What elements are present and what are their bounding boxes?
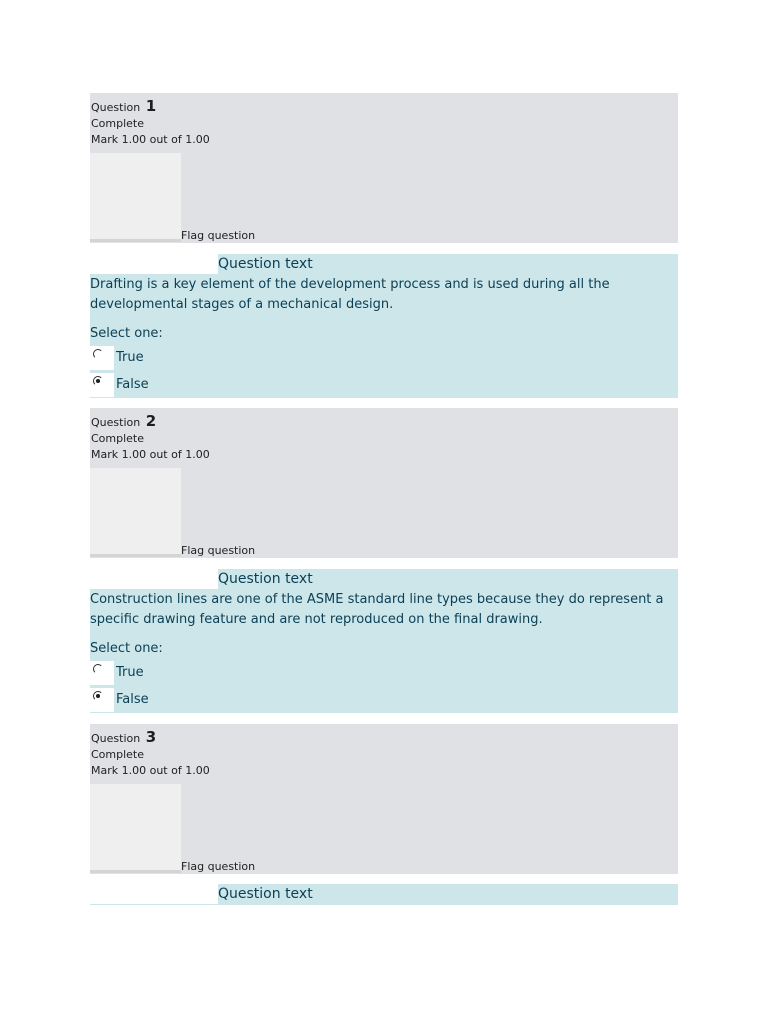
option-label[interactable]: False — [116, 692, 149, 707]
question-content-3 — [90, 884, 678, 905]
radio-button[interactable] — [90, 373, 114, 397]
question-label — [91, 728, 156, 746]
header-gap — [90, 569, 218, 589]
question-info-1 — [90, 93, 678, 243]
question-content-2 — [90, 569, 678, 713]
flag-area — [90, 468, 181, 557]
radio-unchecked-icon — [93, 664, 103, 674]
option-label[interactable]: False — [116, 377, 149, 392]
flag-area — [90, 784, 181, 873]
option-label[interactable]: True — [116, 665, 144, 680]
divider — [90, 870, 181, 873]
question-state: Complete — [91, 748, 145, 761]
option-false[interactable] — [90, 373, 210, 397]
question-text: Drafting is a key element of the development process and is used during all the developmental stages of a mechanical design. — [90, 277, 610, 312]
flag-question-link[interactable]: Flag question — [181, 229, 256, 242]
question-state: Complete — [91, 117, 145, 130]
question-text-heading: Question text — [218, 886, 313, 902]
radio-unchecked-icon — [93, 349, 103, 359]
option-false[interactable] — [90, 688, 210, 712]
question-info-3 — [90, 724, 678, 874]
radio-checked-icon — [93, 691, 103, 701]
flag-question-link[interactable]: Flag question — [181, 860, 256, 873]
divider — [90, 239, 181, 242]
select-one-prompt: Select one: — [90, 326, 163, 341]
question-content-1 — [90, 254, 678, 398]
radio-button[interactable] — [90, 346, 114, 370]
radio-button[interactable] — [90, 688, 114, 712]
flag-area — [90, 153, 181, 242]
option-label[interactable]: True — [116, 350, 144, 365]
question-word: Question — [91, 416, 141, 429]
question-word: Question — [91, 101, 141, 114]
radio-checked-icon — [93, 376, 103, 386]
question-grade: Mark 1.00 out of 1.00 — [91, 448, 210, 461]
header-gap — [90, 254, 218, 274]
radio-button[interactable] — [90, 661, 114, 685]
question-info-2 — [90, 408, 678, 558]
question-label — [91, 412, 156, 430]
header-gap — [90, 884, 218, 904]
flag-question-link[interactable]: Flag question — [181, 544, 256, 557]
option-true[interactable] — [90, 346, 210, 370]
question-number: 2 — [145, 412, 157, 430]
question-state: Complete — [91, 432, 145, 445]
question-grade: Mark 1.00 out of 1.00 — [91, 764, 210, 777]
question-grade: Mark 1.00 out of 1.00 — [91, 133, 210, 146]
question-number: 3 — [145, 728, 157, 746]
divider — [90, 554, 181, 557]
question-word: Question — [91, 732, 141, 745]
question-number: 1 — [145, 97, 157, 115]
select-one-prompt: Select one: — [90, 641, 163, 656]
option-true[interactable] — [90, 661, 210, 685]
question-text-heading: Question text — [218, 571, 313, 587]
question-text-heading: Question text — [218, 256, 313, 272]
question-text: Construction lines are one of the ASME standard line types because they do represent a specific drawing feature and are not reproduced on the final drawing. — [90, 592, 664, 627]
question-label — [91, 97, 156, 115]
